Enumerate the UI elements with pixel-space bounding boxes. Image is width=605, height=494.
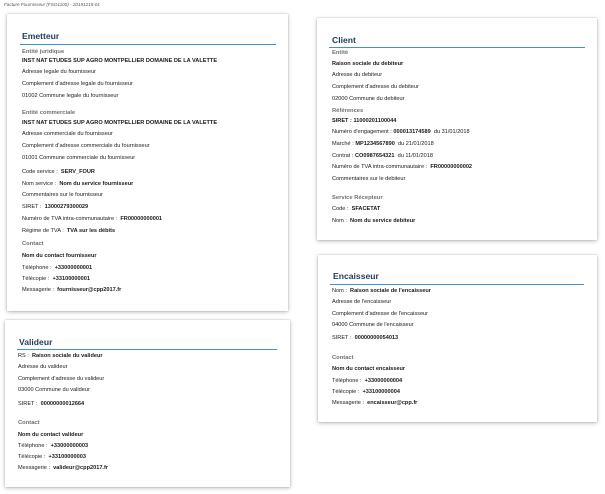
emetteur-juridique-name: INST NAT ETUDES SUP AGRO MONTPELLIER DOMAINE DE LA VALETTE xyxy=(22,58,218,64)
encaisseur-contact-name: Nom du contact encaisseur xyxy=(332,366,406,372)
valideur-title: Valideur xyxy=(19,337,53,347)
emetteur-messagerie: Messagerie : fournisseur@cpp2017.fr xyxy=(22,287,122,293)
emetteur-title: Emetteur xyxy=(22,31,60,41)
emetteur-commerciale-address: Adresse commerciale du fournisseur xyxy=(22,131,113,137)
client-tva: Numéro de TVA intra-communautaire : FR00000000002 xyxy=(332,164,473,170)
valideur-telephone: Téléphone : +33000000003 xyxy=(18,443,89,449)
emetteur-juridique-address: Adresse legale du fournisseur xyxy=(22,69,97,75)
encaisseur-title-rule xyxy=(330,284,584,285)
emetteur-juridique-city: 01002 Commune legale du fournisseur xyxy=(22,93,119,99)
valideur-city: 03000 Commune du valideur xyxy=(18,387,90,393)
client-name: Raison sociale du debiteur xyxy=(332,61,404,67)
valideur-messagerie: Messagerie : valideur@cpp2017.fr xyxy=(18,465,109,471)
encaisseur-address: Adresse de l'encaisseur xyxy=(332,299,392,305)
emetteur-nom-service: Nom service : Nom du service fournisseur xyxy=(22,181,134,187)
emetteur-commentaires: Commentaires sur le fournisseur xyxy=(22,192,103,198)
valideur-rs: RS : Raison sociale du valideur xyxy=(18,353,103,359)
client-siret: SIRET : 11000201100044 xyxy=(332,118,397,124)
client-title-rule xyxy=(329,47,585,48)
encaisseur-complement: Complement d'adresse de l'encaisseur xyxy=(332,311,429,317)
client-service-code: Code : SFACETAT xyxy=(332,206,381,212)
emetteur-juridique-complement: Complement d'adresse legale du fournisseur xyxy=(22,81,133,87)
valideur-title-rule xyxy=(17,349,277,350)
emetteur-commerciale-heading: Entité commerciale xyxy=(22,110,76,116)
encaisseur-telecopie: Télécopie : +33100000004 xyxy=(332,389,400,395)
client-entite-heading: Entité xyxy=(332,50,349,56)
encaisseur-messagerie: Messagerie : encaisseur@cpp.fr xyxy=(332,400,418,406)
emetteur-contact-name: Nom du contact fournisseur xyxy=(22,253,97,259)
encaisseur-contact-heading: Contact xyxy=(332,355,354,361)
emetteur-telephone: Téléphone : +33000000001 xyxy=(22,265,93,271)
emetteur-regime: Régime de TVA : TVA sur les débits xyxy=(22,228,116,234)
emetteur-telecopie: Télécopie : +33100000001 xyxy=(22,276,90,282)
emetteur-contact-heading: Contact xyxy=(22,241,44,247)
emetteur-title-rule xyxy=(20,44,276,45)
client-marche: Marché : MP1234567890 du 21/01/2018 xyxy=(332,141,434,147)
emetteur-code-service: Code service : SERV_FOUR xyxy=(22,169,95,175)
client-contrat: Contrat : CO0987654321 du 11/01/2018 xyxy=(332,153,433,159)
document-caption: Facture Fournisseur (FSO1100) - 20191218-01 xyxy=(4,2,100,7)
client-commentaires: Commentaires sur le debiteur xyxy=(332,176,406,182)
valideur-contact-name: Nom du contact valideur xyxy=(18,432,84,438)
client-references-heading: Références xyxy=(332,108,364,114)
client-address: Adresse du debiteur xyxy=(332,72,383,78)
valideur-complement: Complement d'adresse du valideur xyxy=(18,376,105,382)
encaisseur-city: 04000 Commune de l'encaisseur xyxy=(332,322,414,328)
emetteur-commerciale-name: INST NAT ETUDES SUP AGRO MONTPELLIER DOMAINE DE LA VALETTE xyxy=(22,120,218,126)
client-complement: Complement d'adresse du debiteur xyxy=(332,84,419,90)
emetteur-tva: Numéro de TVA intra-communautaire : FR00000000001 xyxy=(22,216,163,222)
emetteur-siret: SIRET : 13000279300029 xyxy=(22,204,89,210)
valideur-telecopie: Télécopie : +33100000003 xyxy=(18,454,86,460)
client-title: Client xyxy=(332,35,356,45)
client-engagement: Numéro d'engagement : 000013174589 du 31/01/2018 xyxy=(332,129,470,135)
client-service-heading: Service Récepteur xyxy=(332,195,383,201)
emetteur-commerciale-city: 01001 Commune commerciale du fournisseur xyxy=(22,155,136,161)
emetteur-commerciale-complement: Complement d'adresse commerciale du fournisseur xyxy=(22,143,150,149)
emetteur-juridique-heading: Entité juridique xyxy=(22,49,65,55)
valideur-siret: SIRET : 00000000012664 xyxy=(18,401,85,407)
encaisseur-nom: Nom : Raison sociale de l'encaisseur xyxy=(332,288,431,294)
encaisseur-title: Encaisseur xyxy=(333,271,379,281)
encaisseur-siret: SIRET : 00000000054013 xyxy=(332,335,399,341)
client-city: 02000 Commune du debiteur xyxy=(332,96,405,102)
client-service-nom: Nom : Nom du service debiteur xyxy=(332,218,416,224)
valideur-contact-heading: Contact xyxy=(18,420,40,426)
encaisseur-telephone: Téléphone : +33000000004 xyxy=(332,378,403,384)
valideur-address: Adresse du valideur xyxy=(18,364,68,370)
